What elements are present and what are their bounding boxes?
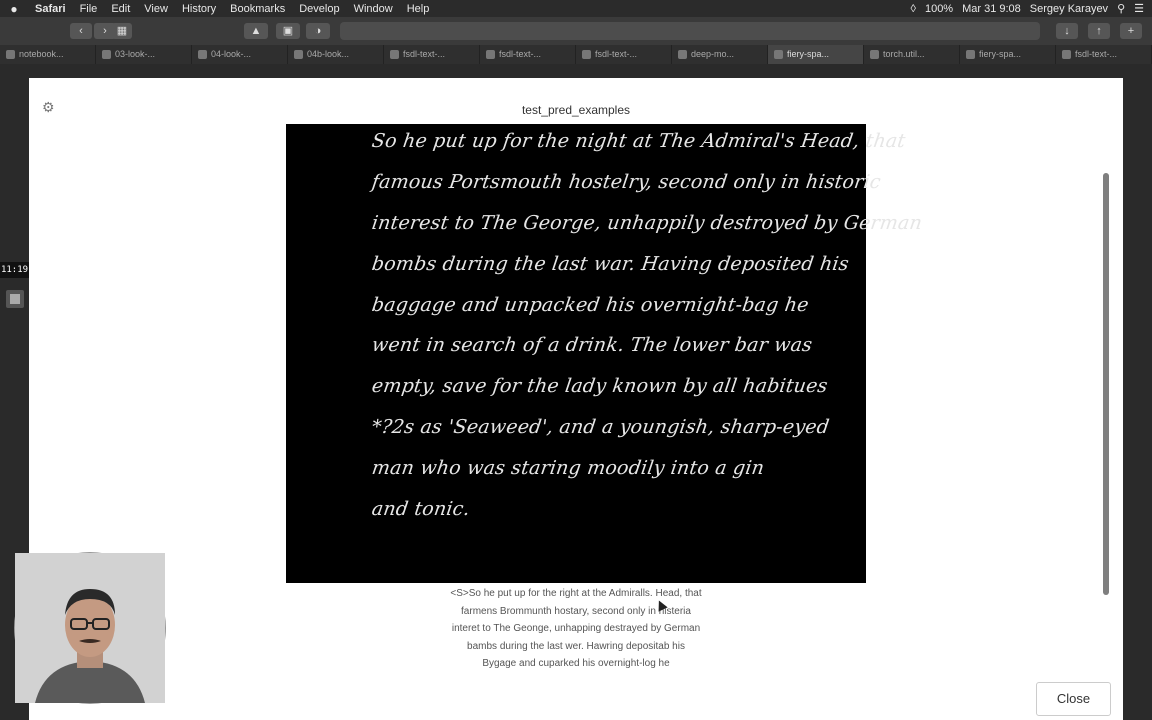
menu-bookmarks[interactable]: Bookmarks [230,2,286,15]
handwriting-line: interest to The George, unhappily destroyed by German [370,212,924,234]
browser-tab[interactable]: fsdl-text-... [384,45,480,64]
prediction-line: <S>So he put up for the right at the Admiralls. Head, that [450,588,702,599]
page-favicon-icon [678,50,687,59]
handwriting-line: went in search of a drink. The lower bar was [370,334,814,356]
tab-overview-icon[interactable]: ▣ [276,23,300,39]
browser-tab[interactable]: 04-look-... [192,45,288,64]
prediction-line: interet to The Geonge, unhapping destrayed by German [451,623,701,634]
handwriting-line: famous Portsmouth hostelry, second only in historic [370,171,883,193]
menu-safari[interactable]: Safari [35,2,66,15]
battery-percent[interactable]: 100% [924,2,954,15]
menu-develop[interactable]: Develop [299,2,340,15]
shield-icon[interactable]: ◑ [306,23,330,39]
apple-icon[interactable]: ● [10,1,18,16]
handwriting-line: and tonic. [370,498,472,520]
scrollbar[interactable] [1103,173,1109,595]
menu-window[interactable]: Window [353,2,393,15]
browser-tab[interactable]: torch.util... [864,45,960,64]
browser-toolbar [0,17,1152,45]
handwriting-line: baggage and unpacked his overnight-bag he [370,294,811,316]
presenter-avatar [15,553,165,703]
gear-icon[interactable]: ⚙ [42,99,55,115]
stop-icon[interactable] [6,290,24,308]
sidebar-toggle-icon[interactable]: ▦ [112,23,132,39]
page-favicon-icon [294,50,303,59]
github-icon [486,50,495,59]
webcam-overlay [14,552,166,704]
tab-bar [0,45,1152,64]
handwriting-line: bombs during the last war. Having deposited his [370,253,851,275]
page-favicon-icon [102,50,111,59]
list-icon[interactable]: ☰ [1134,3,1144,15]
browser-tab[interactable]: notebook... [0,45,96,64]
handwriting-line: *?2s as 'Seaweed', and a youngish, sharp-eyed [370,416,831,438]
page-favicon-icon [774,50,783,59]
menu-view[interactable]: View [144,2,168,15]
menu-edit[interactable]: Edit [111,2,131,15]
close-button[interactable]: Close [1036,682,1111,716]
address-bar[interactable] [340,22,1040,40]
share-button[interactable]: ↑ [1088,23,1110,39]
modal-title: test_pred_examples [521,103,631,117]
browser-tab[interactable]: 03-look-... [96,45,192,64]
prediction-caption [409,585,743,673]
handwriting-line: man who was staring moodily into a gin [370,457,766,479]
handwriting-image [286,124,924,583]
browser-tab[interactable]: deep-mo... [672,45,768,64]
page-favicon-icon [198,50,207,59]
media-modal [29,78,1123,720]
search-icon[interactable]: ⚲ [1117,3,1126,15]
page-favicon-icon [6,50,15,59]
wifi-icon[interactable]: ◊ [910,2,916,15]
scrollbar-thumb[interactable] [1103,173,1109,595]
download-icon[interactable]: ↓ [1056,23,1078,39]
github-icon [390,50,399,59]
menu-file[interactable]: File [79,2,98,15]
menu-help[interactable]: Help [406,2,430,15]
time-badge: 11:19 [0,262,29,278]
menu-bar [0,0,1152,17]
handwriting-line: empty, save for the lady known by all habitues [370,375,830,397]
browser-tab[interactable]: 04b-look... [288,45,384,64]
browser-tab-active[interactable]: fiery-spa... [768,45,864,64]
new-tab-button[interactable]: + [1120,23,1142,39]
back-button[interactable]: ‹ [70,23,92,39]
user-name[interactable]: Sergey Karayev [1029,2,1109,15]
prediction-line: farmens Brommunth hostary, second only in histeria [461,605,691,617]
menu-history[interactable]: History [181,2,217,15]
clock[interactable]: Mar 31 9:08 [962,2,1021,15]
github-icon [582,50,591,59]
prediction-line: bambs during the last wer. Hawring depositab his [467,640,685,652]
github-icon [1062,50,1071,59]
handwriting-line: So he put up for the night at The Admiral's Head, that [370,130,907,152]
browser-tab[interactable]: fsdl-text-... [1056,45,1152,64]
browser-tab[interactable]: fiery-spa... [960,45,1056,64]
share-icon[interactable]: ▲ [244,23,268,39]
page-favicon-icon [966,50,975,59]
status-area [911,0,1144,17]
forward-button[interactable]: › [94,23,116,39]
page-favicon-icon [870,50,879,59]
prediction-line: Bygage and cuparked his overnight-log he [482,658,670,669]
browser-tab[interactable]: fsdl-text-... [480,45,576,64]
browser-tab[interactable]: fsdl-text-... [576,45,672,64]
